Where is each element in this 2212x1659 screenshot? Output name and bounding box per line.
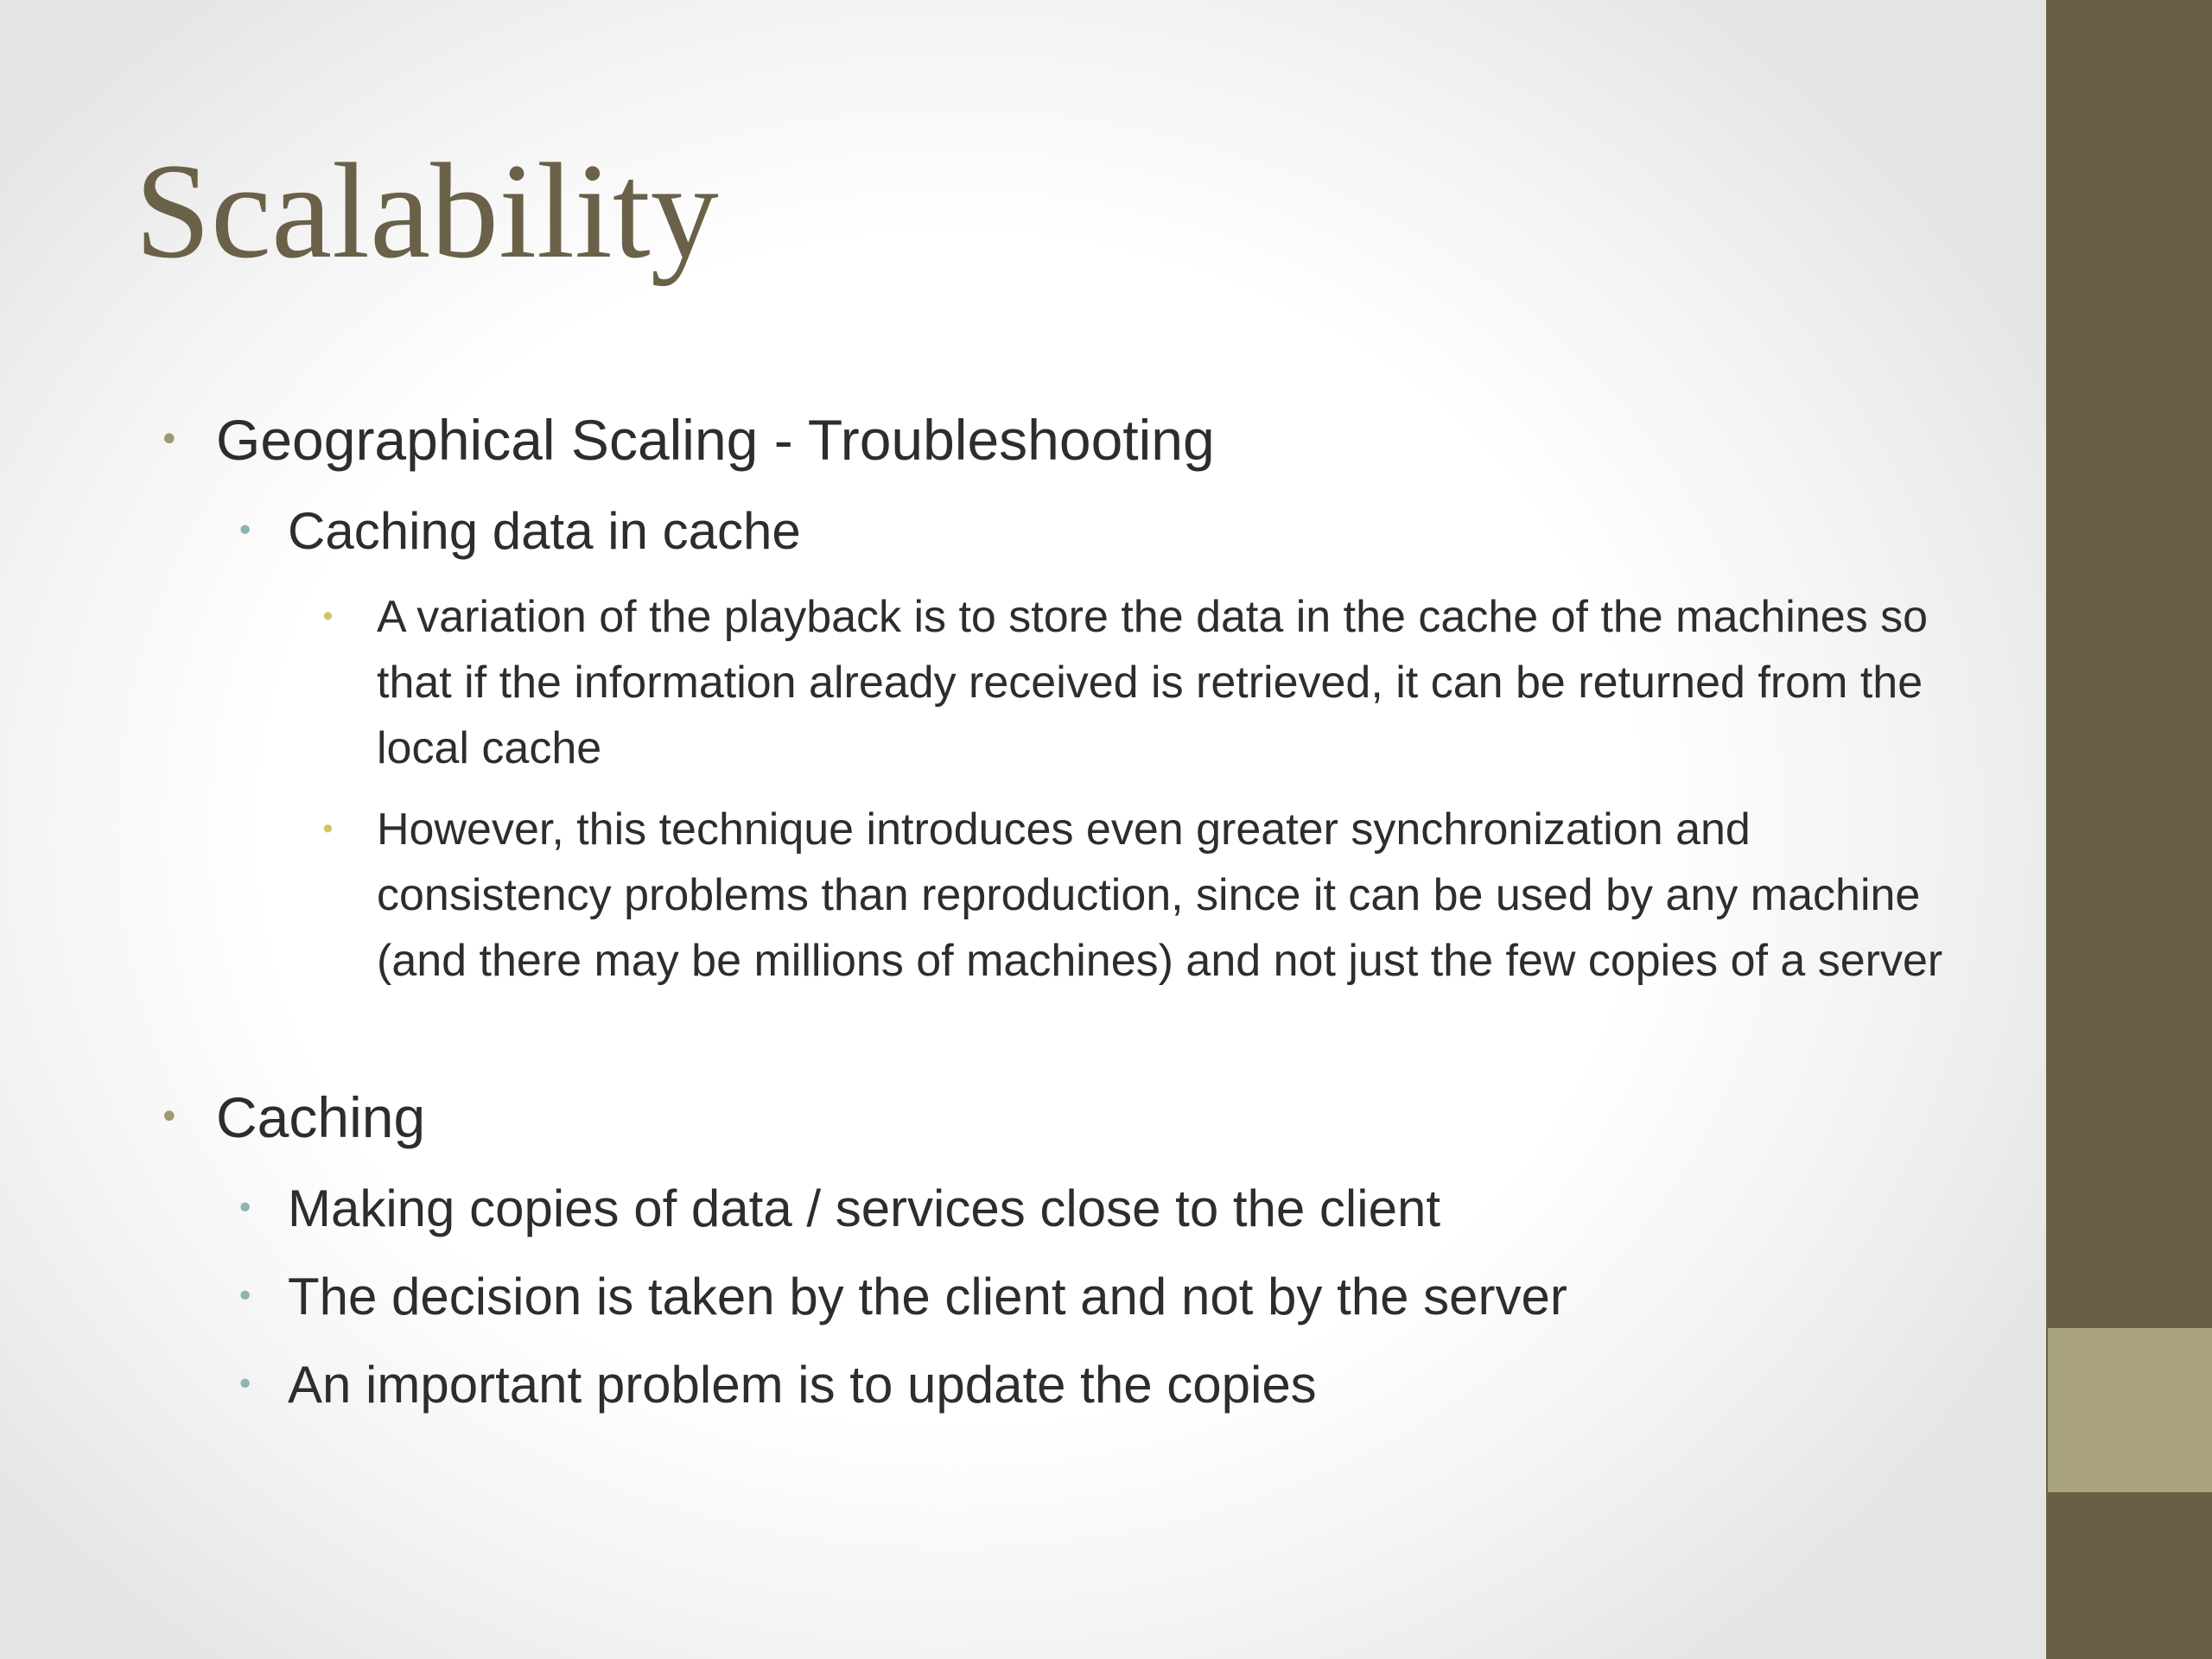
bullet-text: However, this technique introduces even greater synchronization and consistency problems than reproduction, since it can be used by any machine (and there may be millions of machines) and not just the few copies of a server: [377, 804, 1943, 986]
bullet-text: Caching: [216, 1085, 426, 1149]
bullet-icon: •: [159, 420, 180, 460]
bullet-icon: •: [236, 1367, 255, 1402]
bullet-icon: •: [320, 813, 336, 846]
bullet-icon: •: [159, 1097, 180, 1137]
bullet-item-level2: [236, 1177, 1441, 1241]
bullet-item-level2: [236, 1265, 1567, 1329]
bullet-text: An important problem is to update the copies: [288, 1356, 1317, 1414]
side-decoration-accent: [2048, 1328, 2212, 1492]
bullet-text: Making copies of data / services close to the client: [288, 1179, 1441, 1237]
bullet-icon: •: [236, 1191, 255, 1226]
bullet-text: Geographical Scaling - Troubleshooting: [216, 408, 1215, 472]
bullet-item-level2: [236, 1353, 1317, 1417]
bullet-item-level2: [236, 499, 801, 563]
bullet-item-level3: [320, 797, 1949, 994]
bullet-item-level1: [159, 406, 1215, 474]
bullet-text: Caching data in cache: [288, 502, 801, 560]
bullet-text: The decision is taken by the client and not by the server: [288, 1268, 1567, 1325]
bullet-icon: •: [236, 1279, 255, 1314]
bullet-item-level3: [320, 584, 1949, 781]
bullet-icon: •: [320, 601, 336, 633]
bullet-icon: •: [236, 513, 255, 549]
slide-title: Scalability: [135, 136, 719, 287]
bullet-item-level1: [159, 1084, 426, 1151]
bullet-text: A variation of the playback is to store the data in the cache of the machines so that if the information already received is retrieved, it can be returned from the local cache: [377, 592, 1929, 773]
